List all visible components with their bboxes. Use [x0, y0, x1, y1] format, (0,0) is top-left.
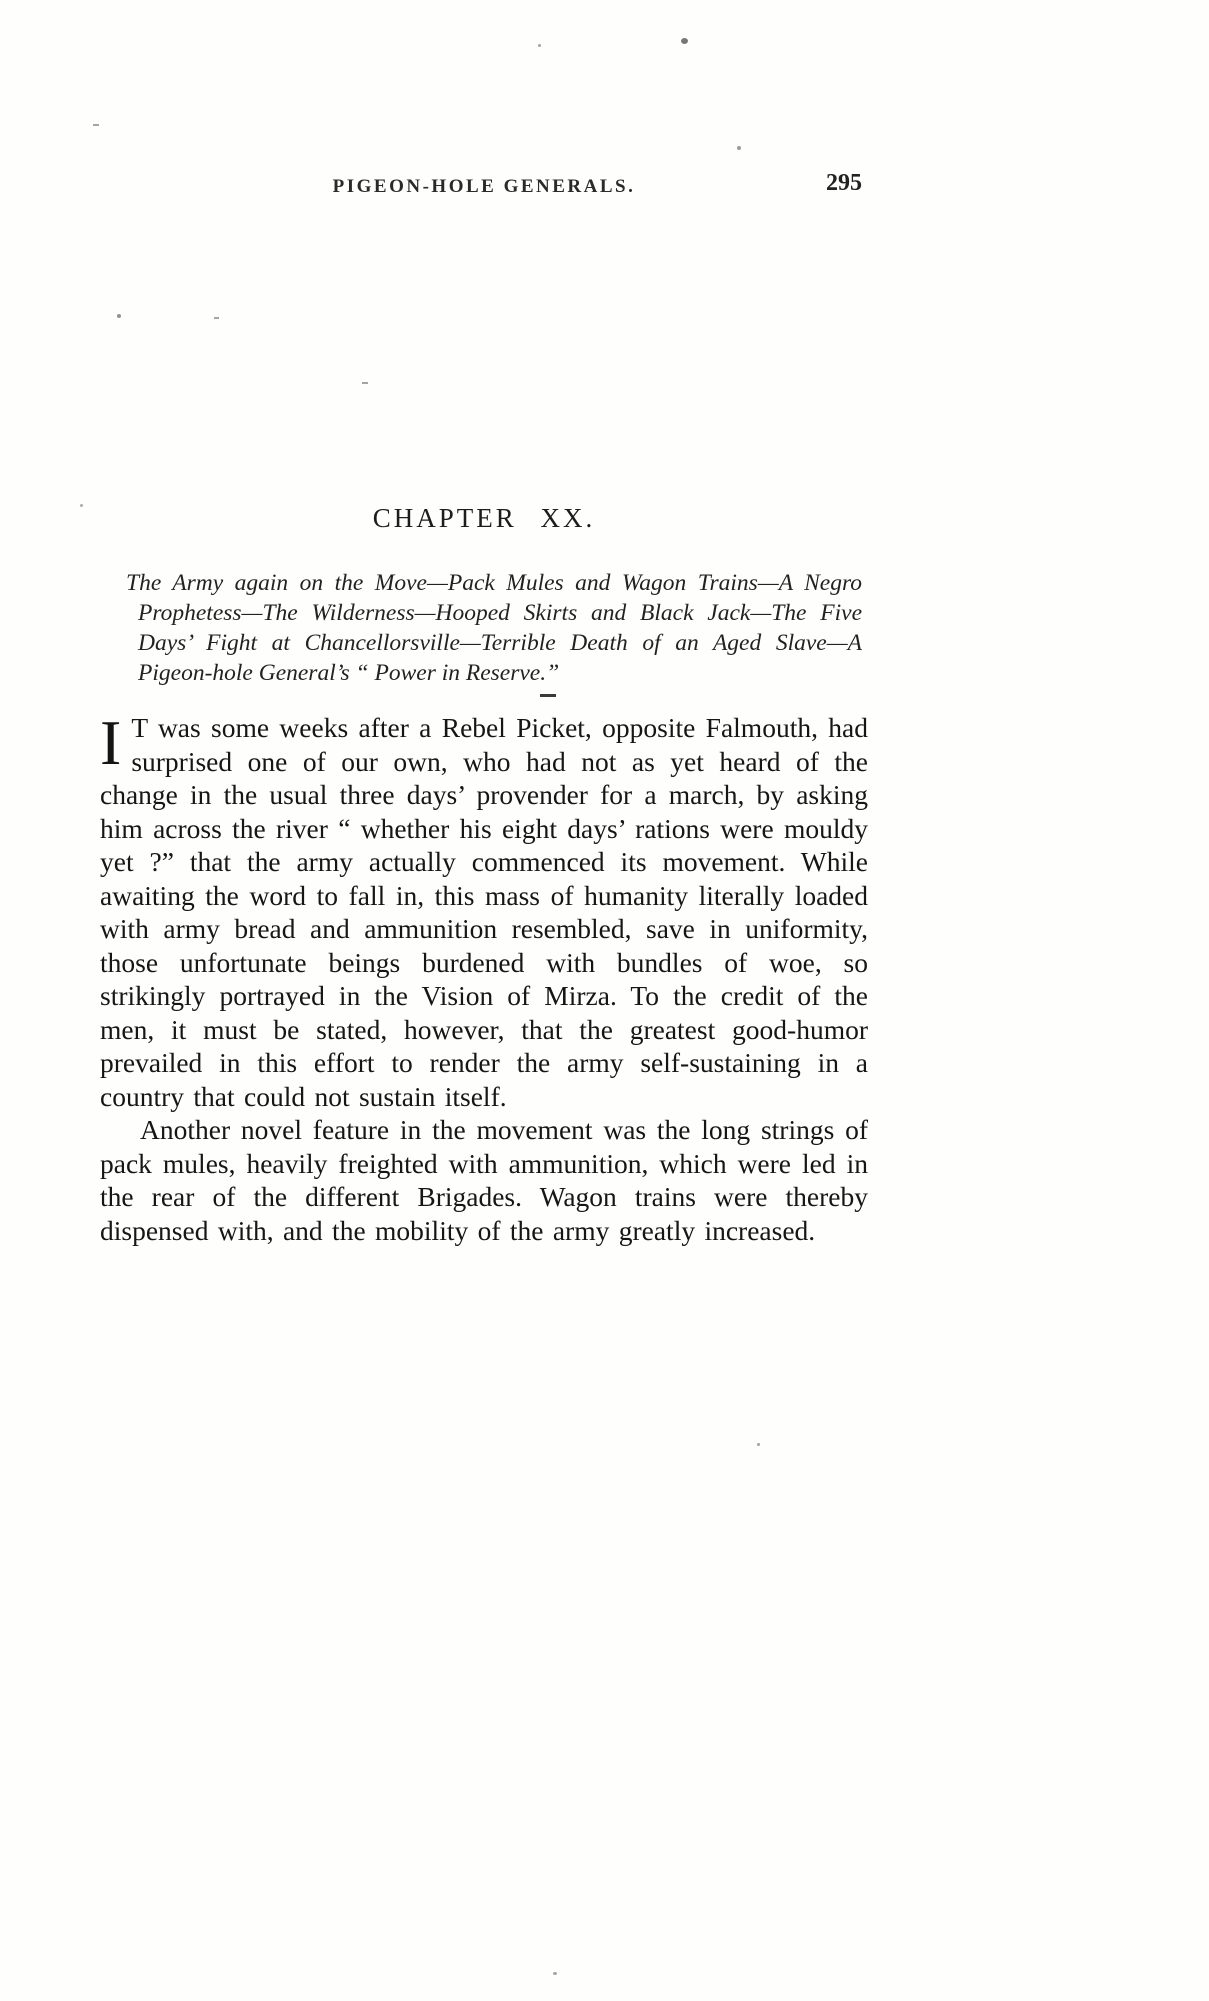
chapter-heading: CHAPTER XX.	[372, 503, 596, 533]
page-number: 295	[826, 170, 862, 196]
body-paragraph-1-text: T was some weeks after a Rebel Picket, opposite Falmouth, had surprised one of our own, who had not as yet heard of the change in the usual three days’ provender for a march, by asking him across the river “ whether his eight days’ rations were mouldy yet ?” that the army actually commenced its movement. While awaiting the word to fall in, this mass of humanity literally loaded with army bread and ammunition resembled, save in uniformity, those unfortunate beings burdened with bundles of woe, so strikingly portrayed in the Vision of Mirza. To the credit of the men, it must be stated, however, that the greatest good-humor prevailed in this effort to render the army self-sustaining in a country that could not sustain itself.	[100, 712, 868, 1112]
scan-speck	[80, 504, 83, 507]
summary-separator	[540, 694, 556, 697]
running-header	[100, 170, 868, 208]
scan-speck	[757, 1443, 760, 1446]
running-title: PIGEON-HOLE GENERALS.	[332, 176, 636, 197]
scan-speck	[553, 1972, 557, 1975]
scan-speck	[93, 124, 99, 126]
body-paragraph-2: Another novel feature in the movement was the long strings of pack mules, heavily freighted with ammunition, which were led in the rear of the different Brigades. Wagon trains were thereby dispensed with, and the mobility of the army greatly increased.	[100, 1114, 868, 1246]
text-column	[100, 0, 868, 1247]
dropcap-letter: I	[100, 707, 122, 778]
body-paragraph-1	[100, 707, 868, 1113]
chapter-summary: The Army again on the Move—Pack Mules and Wagon Trains—A Negro Prophetess—The Wilderness—Hooped Skirts and Black Jack—The Five Days’ Fight at Chancellorsville—Terrible Death of an Aged Slave—A Pigeon-hole General’s “ Power in Reserve.”	[126, 570, 862, 686]
